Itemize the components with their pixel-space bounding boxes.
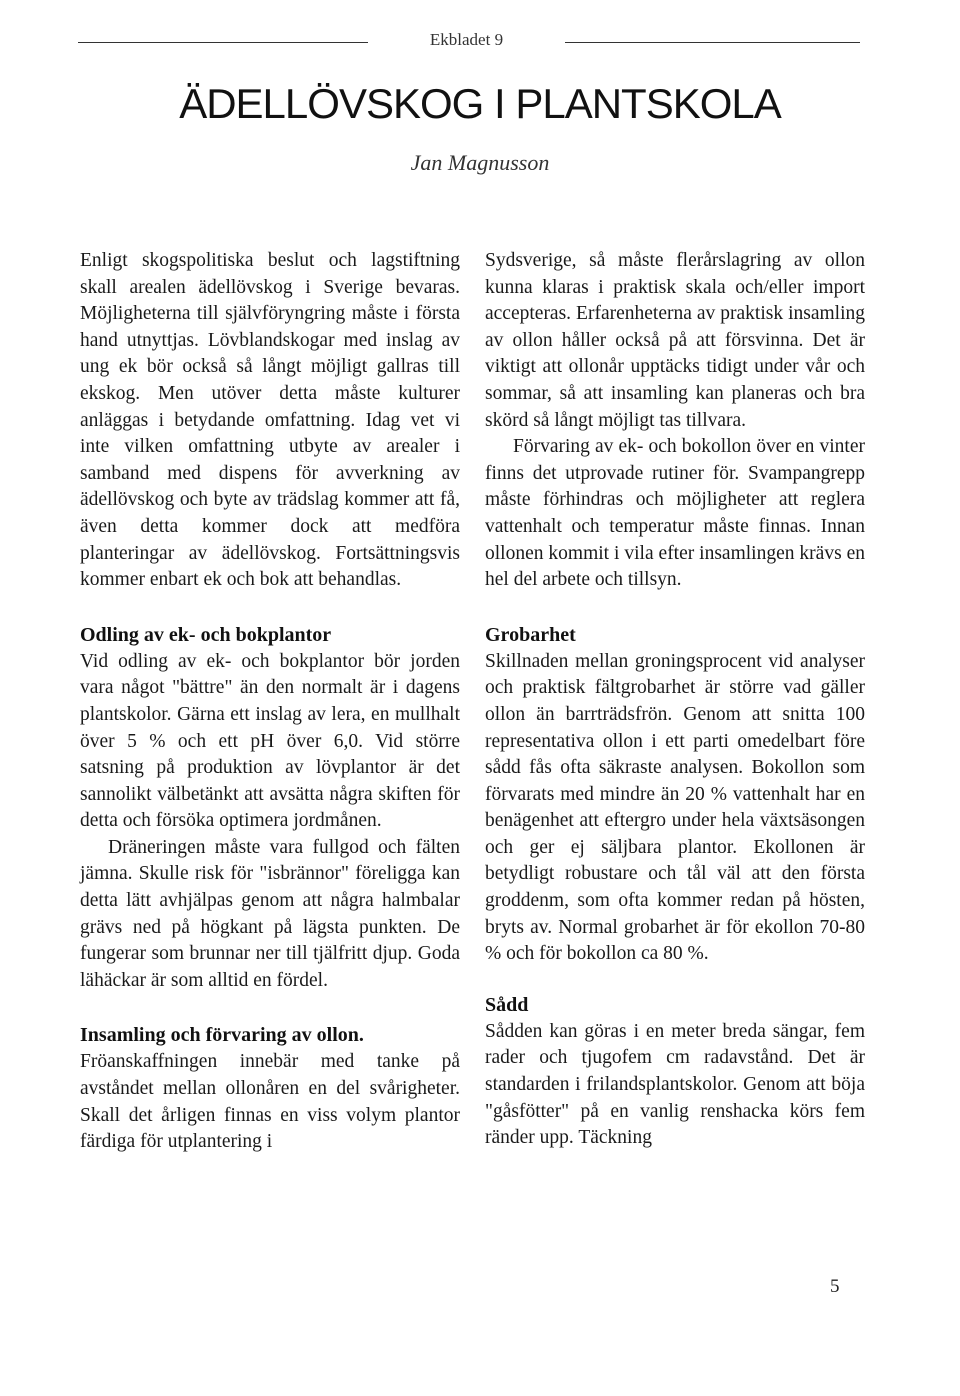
odling-paragraph-2: Dräneringen måste vara fullgod och fälten jämna. Skulle risk för "isbrännor" föreligga kan detta lätt avhjälpas genom att några halmbalar grävs ned på högkant på lägsta punkten. De fungerar som brunnar ner till tjälfritt djup. Goda lähäckar är som alltid en fördel.	[80, 836, 460, 991]
grobarhet-paragraph: Skillnaden mellan groningsprocent vid analyser och praktisk fältgrobarhet är större vad gäller ollon än barrträdsfrön. Genom att snitta 100 representativa ollon i ett parti omedelbart före sådd fås ofta säkraste analysen. Bokollon som förvarats med mindre än 20 % vattenhalt har en benägenhet att eftergro under hela växtsäsongen och ger ej säljbara plantor. Ekollonen är betydligt robustare och tål väl att den första groddenm, som ofta kommer redan på hösten, bryts av. Normal grobarhet är för ekollon 70-80 % och för bokollon ca 80 %.	[485, 650, 865, 965]
odling-paragraph-1: Vid odling av ek- och bokplantor bör jorden vara något "bättre" än den normalt är i dagens plantskolor. Gärna ett inslag av lera, en mullhalt över 5 % och ett pH över 6,0. Vid större satsning på produktion av lövplantor är det sannolikt välbetänkt att avsätta några skiften för detta och försöka optimera jordmånen.	[80, 650, 460, 832]
insamling-continuation: Sydsverige, så måste flerårslagring av ollon kunna klaras i praktisk skala och/eller import accepteras. Erfarenheterna av praktisk insamling av ollon håller också på att försvinna. Det är viktigt att ollonår upptäcks tidigt under vår och sommar, så att insamling kan planeras och bra skörd så långt möjligt tas tillvara.	[485, 250, 865, 431]
forvaring-paragraph: Förvaring av ek- och bokollon över en vinter finns det utprovade rutiner för. Svampangrepp måste förhindras och möjligheter att reglera vattenhalt och temperatur måste finnas. Innan ollonen kommit i vila efter insamlingen krävs en hel del arbete och tillsyn.	[485, 436, 865, 591]
section-heading-grobarhet: Grobarhet	[485, 623, 576, 646]
sadd-paragraph: Sådden kan göras i en meter breda sängar, fem rader och tjugofem cm radavstånd. Det är standarden i frilandsplantskolor. Genom att böja "gåsfötter" på en vanlig renshacka körs fem ränder upp. Täckning	[485, 1020, 865, 1149]
header-rule-left	[78, 42, 368, 43]
article-author: Jan Magnusson	[410, 150, 550, 175]
section-heading-sadd: Sådd	[485, 993, 529, 1016]
right-column	[485, 248, 865, 1152]
section-heading-odling: Odling av ek- och bokplantor	[80, 623, 332, 646]
running-header: Ekbladet 9	[429, 30, 504, 49]
insamling-paragraph-1: Fröanskaffningen innebär med tanke på avståndet mellan ollonåren en del svårigheter. Skall det årligen finnas en viss volym plantor färdiga för utplantering i	[80, 1051, 460, 1153]
intro-paragraph: Enligt skogspolitiska beslut och lagstiftning skall arealen ädellövskog i Sverige bevaras. Möjligheterna till självföryngring måste i första hand utnyttjas. Lövblandskogar med inslag av ung ek bör också så långt möjligt gallras till ekskog. Men utöver detta måste kulturer anläggas i betydande omfattning. Idag vet vi inte vilken omfattning utbyte av arealer i samband med dispens för avverkning av ädellövskog och byte av trädslag kommer att få, även detta kommer dock att medföra planteringar av ädellövskog. Fortsättningsvis kommer enbart ek och bok att behandlas.	[80, 250, 460, 591]
page-number: 5	[830, 1276, 840, 1297]
left-column	[80, 248, 460, 1156]
header-rule-right	[565, 42, 860, 43]
section-heading-insamling: Insamling och förvaring av ollon.	[80, 1024, 364, 1047]
article-title: ÄDELLÖVSKOG I PLANTSKOLA	[179, 80, 781, 127]
